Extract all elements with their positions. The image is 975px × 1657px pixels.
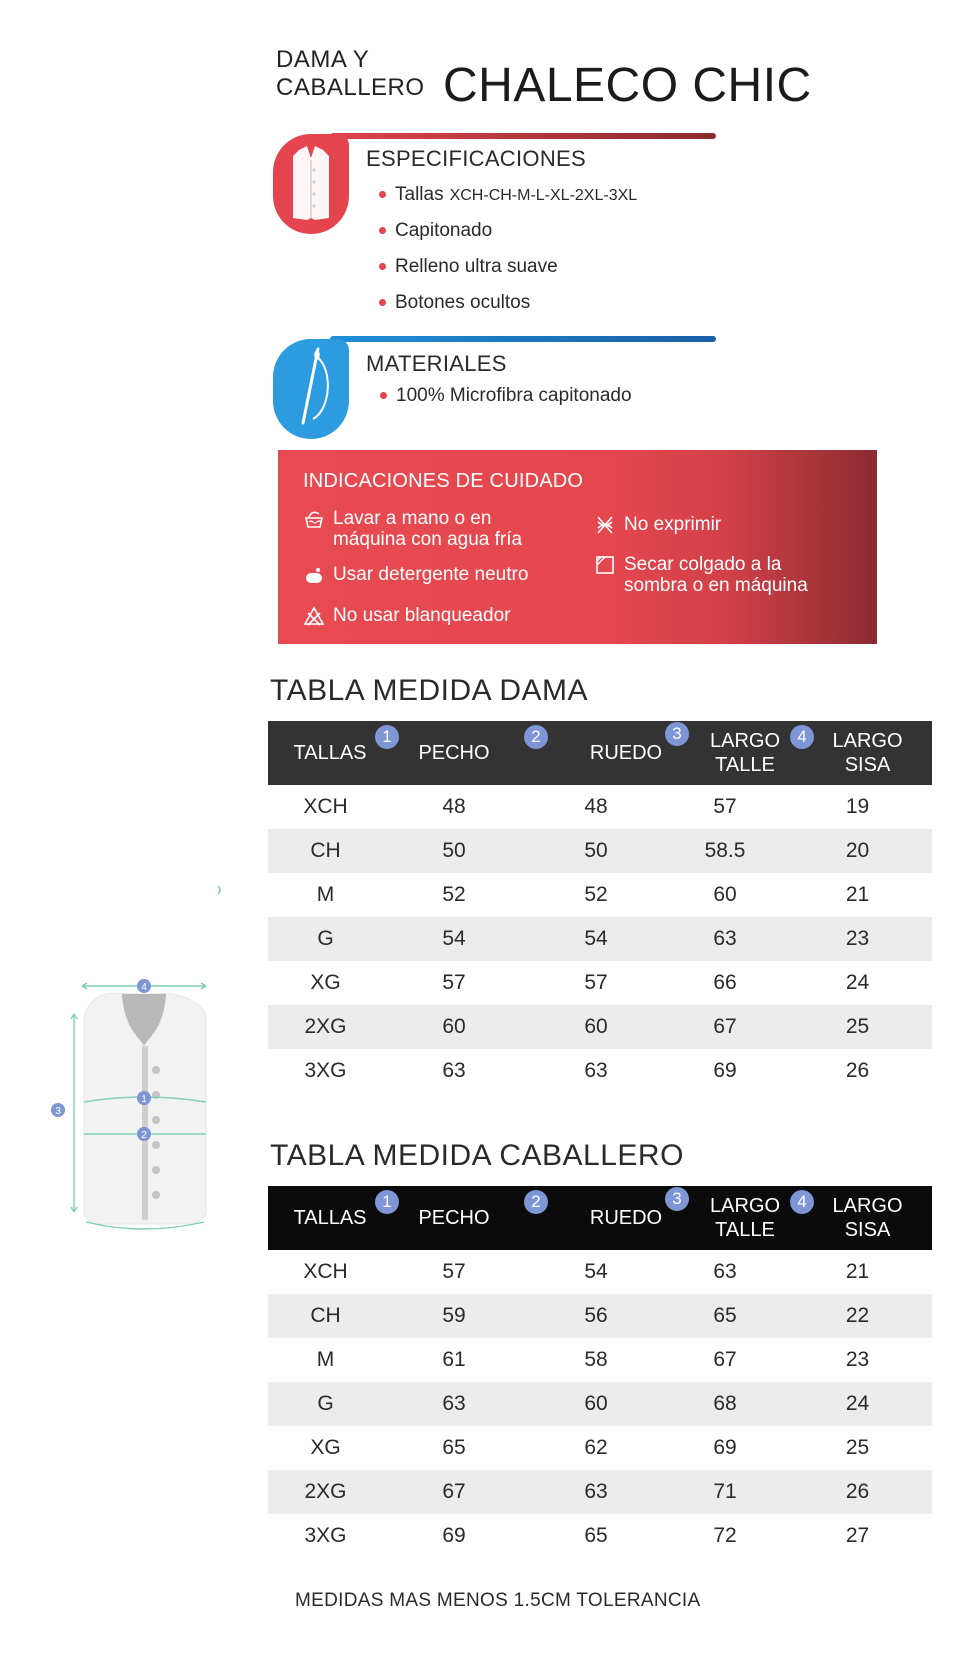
table-row: [268, 1294, 932, 1338]
cell: 54: [383, 917, 525, 961]
col-pecho: [383, 1186, 525, 1250]
col-ruedo: [525, 721, 667, 785]
cell: 60: [525, 1005, 667, 1049]
sizes-label: Tallas: [395, 184, 444, 205]
cell: 63: [584, 1059, 608, 1082]
care-item-wash: [303, 508, 522, 550]
cell: 57: [442, 1260, 466, 1283]
list-item: Capitonado: [377, 219, 637, 255]
cell: 20: [783, 829, 932, 873]
table-row: [268, 829, 932, 873]
cell: 72: [713, 1524, 737, 1547]
care-item-bleach: [303, 605, 510, 627]
care-bleach: No usar blanqueador: [333, 605, 511, 626]
specs-divider: [330, 133, 716, 139]
cell: 21: [845, 883, 870, 906]
table-row: [268, 785, 932, 829]
badge-2: 2: [524, 725, 548, 749]
table-row: [268, 1514, 932, 1558]
col-largo-sisa: [783, 1186, 932, 1250]
col-largo-label: LARGO: [832, 1195, 903, 1217]
cell: 56: [525, 1294, 667, 1338]
cell: 26: [845, 1059, 870, 1082]
dama-table-title: TABLA MEDIDA DAMA: [270, 674, 589, 707]
care-dry-line1: Secar colgado a la: [624, 554, 782, 575]
cell: 24: [783, 1382, 932, 1426]
soap-icon: [303, 564, 325, 586]
table-row: [268, 1426, 932, 1470]
header-line1: DAMA Y: [276, 46, 370, 73]
col-pecho-label: PECHO: [418, 742, 490, 764]
caballero-table-title: TABLA MEDIDA CABALLERO: [270, 1139, 684, 1172]
table-row: [268, 917, 932, 961]
cell: 62: [584, 1436, 608, 1459]
care-box: [278, 450, 877, 644]
cell: XG: [310, 1436, 341, 1459]
cell: 57: [713, 795, 737, 818]
care-wring: No exprimir: [624, 514, 722, 535]
care-item-detergent: [303, 564, 528, 586]
col-sisa-label: SISA: [844, 1219, 891, 1241]
cell: M: [316, 1348, 335, 1371]
col-talle-label: TALLE: [715, 754, 775, 776]
col-largo-label: LARGO: [832, 730, 903, 752]
hand-wash-icon: [303, 508, 325, 530]
no-wring-icon: [594, 514, 616, 536]
care-wash-line2: máquina con agua fría: [333, 529, 523, 550]
care-dry-line2: sombra o en máquina: [624, 575, 808, 596]
cell: 27: [845, 1524, 870, 1547]
cell: XCH: [303, 795, 348, 818]
cell: 58: [584, 1348, 608, 1371]
materials-title: MATERIALES: [366, 351, 507, 376]
cell: 2XG: [268, 1470, 383, 1514]
table-row: [268, 961, 932, 1005]
needle-icon: [273, 339, 349, 439]
caballero-size-table: [268, 1186, 932, 1558]
table-row: [268, 1250, 932, 1294]
cell: 57: [442, 971, 466, 994]
dama-size-table: [268, 721, 932, 1093]
col-ruedo: [525, 1186, 667, 1250]
list-item: 100% Microfibra capitonado: [378, 384, 632, 420]
col-tallas: TALLAS: [268, 721, 383, 785]
cell: XCH: [303, 1260, 348, 1283]
table-row: [268, 1049, 932, 1093]
cell: 69: [442, 1524, 466, 1547]
cell: 65: [667, 1294, 783, 1338]
cell: 63: [442, 1059, 466, 1082]
cell: 3XG: [304, 1524, 347, 1547]
badge-4: 4: [790, 725, 814, 749]
cell: 54: [584, 1260, 608, 1283]
cell: 3XG: [304, 1059, 347, 1082]
cell: 23: [783, 917, 932, 961]
list-item: [377, 183, 637, 219]
table-row: [268, 1338, 932, 1382]
cell: 54: [525, 917, 667, 961]
cell: 26: [783, 1470, 932, 1514]
cell: 69: [713, 1059, 737, 1082]
cell: 59: [383, 1294, 525, 1338]
cell: 71: [667, 1470, 783, 1514]
cell: 63: [667, 917, 783, 961]
cell: G: [268, 1382, 383, 1426]
care-detergent: Usar detergente neutro: [333, 564, 529, 585]
care-item-wring: [594, 514, 721, 536]
svg-text:4: 4: [141, 982, 147, 993]
badge-3: 3: [665, 722, 689, 746]
cell: 58.5: [667, 829, 783, 873]
col-ruedo-label: RUEDO: [589, 742, 663, 764]
badge-1: 1: [375, 725, 399, 749]
cell: G: [268, 917, 383, 961]
cell: 63: [713, 1260, 737, 1283]
cell: 65: [584, 1524, 608, 1547]
cell: 63: [525, 1470, 667, 1514]
vest-diagram: [46, 870, 236, 1230]
no-bleach-icon: [303, 605, 325, 627]
table-row: [268, 1005, 932, 1049]
svg-text:3: 3: [55, 1106, 61, 1117]
cell: 2XG: [268, 1005, 383, 1049]
table-row: [268, 1382, 932, 1426]
page-title: CHALECO CHIC: [443, 59, 812, 112]
col-largo-sisa: [783, 721, 932, 785]
cell: 67: [383, 1470, 525, 1514]
table-row: [268, 1470, 932, 1514]
cell: 50: [383, 829, 525, 873]
cell: CH: [268, 829, 383, 873]
care-title: INDICACIONES DE CUIDADO: [303, 470, 584, 492]
badge-2: 2: [524, 1190, 548, 1214]
col-sisa-label: SISA: [844, 754, 891, 776]
cell: 60: [713, 883, 737, 906]
specs-list: [377, 183, 637, 327]
cell: 67: [667, 1005, 783, 1049]
cell: 68: [667, 1382, 783, 1426]
tolerance-note: MEDIDAS MAS MENOS 1.5CM TOLERANCIA: [295, 1590, 701, 1611]
sizes-value: XCH-CH-M-L-XL-2XL-3XL: [449, 187, 638, 204]
cell: 66: [713, 971, 737, 994]
svg-text:1: 1: [141, 1094, 147, 1105]
cell: 60: [383, 1005, 525, 1049]
cell: 21: [845, 1260, 870, 1283]
cell: 65: [442, 1436, 466, 1459]
cell: CH: [268, 1294, 383, 1338]
cell: 63: [383, 1382, 525, 1426]
col-largo-label: LARGO: [709, 730, 781, 752]
col-tallas: TALLAS: [268, 1186, 383, 1250]
cell: 57: [584, 971, 608, 994]
care-wash-line1: Lavar a mano o en: [333, 508, 492, 529]
cell: 48: [442, 795, 466, 818]
cell: XG: [310, 971, 341, 994]
col-largo-talle: [667, 1186, 783, 1250]
badge-4: 4: [790, 1190, 814, 1214]
cell: 23: [845, 1348, 870, 1371]
cell: 52: [442, 883, 466, 906]
col-pecho: [383, 721, 525, 785]
cell: 25: [845, 1436, 870, 1459]
cell: 50: [525, 829, 667, 873]
cell: 48: [584, 795, 608, 818]
cell: 22: [783, 1294, 932, 1338]
header-line2: CABALLERO: [276, 74, 425, 101]
cell: 24: [845, 971, 870, 994]
svg-text:2: 2: [141, 1130, 147, 1141]
list-item: Relleno ultra suave: [377, 255, 637, 291]
care-item-dry: [594, 554, 808, 596]
shade-dry-icon: [594, 554, 616, 576]
col-pecho-label: PECHO: [418, 1207, 490, 1229]
col-ruedo-label: RUEDO: [589, 1207, 663, 1229]
cell: 19: [845, 795, 870, 818]
cell: 67: [713, 1348, 737, 1371]
col-talle-label: TALLE: [715, 1219, 775, 1241]
vest-icon: [273, 134, 349, 234]
specs-title: ESPECIFICACIONES: [366, 146, 586, 171]
materials-list: [378, 384, 632, 420]
badge-1: 1: [375, 1190, 399, 1214]
cell: 52: [584, 883, 608, 906]
col-largo-label: LARGO: [709, 1195, 781, 1217]
materials-divider: [330, 336, 716, 342]
header-subtitle: [276, 46, 425, 102]
cell: 69: [713, 1436, 737, 1459]
col-largo-talle: [667, 721, 783, 785]
cell: 25: [783, 1005, 932, 1049]
cell: 60: [525, 1382, 667, 1426]
table-row: [268, 873, 932, 917]
list-item: Botones ocultos: [377, 291, 637, 327]
cell: M: [316, 883, 335, 906]
cell: 61: [442, 1348, 466, 1371]
badge-3: 3: [665, 1187, 689, 1211]
